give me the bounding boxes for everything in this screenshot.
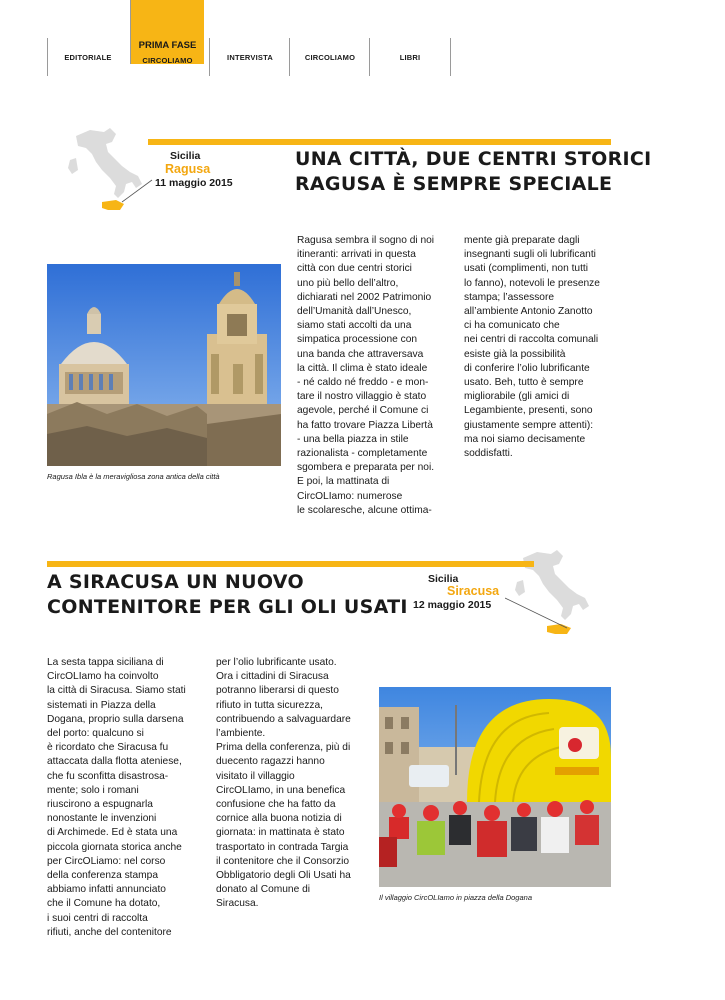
headline-line: CONTENITORE PER GLI OLI USATI — [47, 596, 408, 618]
headline-line: RAGUSA È SEMPRE SPECIALE — [295, 173, 613, 195]
photo-caption: Ragusa Ibla è la meravigliosa zona antica della città — [47, 472, 220, 481]
date-label: 12 maggio 2015 — [413, 599, 492, 611]
article-headline — [47, 570, 408, 620]
headline-line: UNA CITTÀ, DUE CENTRI STORICI — [295, 148, 652, 170]
city-label: Siracusa — [447, 584, 500, 598]
region-label: Sicilia — [428, 573, 459, 585]
nav-item-intervista[interactable] — [209, 38, 290, 76]
article-text-column: mente già preparate dagli insegnanti sugli oli lubrificanti usati (complimenti, non tutti lo fanno), notevoli le presenze stampa; l’assessore all’ambiente Antonio Zanotto ci ha comunicato che nei centri di raccolta comunali esiste già la possibilità di conferire l’olio lubrificante usato. Beh, tutto è sempre migliorabile (gli amici di Legambiente, presenti, sono giustamente sempre attenti): ma noi siamo decisamente soddisfatti. — [464, 235, 600, 460]
nav-item-libri[interactable] — [369, 38, 451, 76]
photo-caption: Il villaggio CircOLIamo in piazza della Dogana — [379, 893, 532, 902]
region-label: Sicilia — [170, 150, 201, 162]
article-text-column: per l’olio lubrificante usato. Ora i cittadini di Siracusa potranno liberarsi di questo rifiuto in tutta sicurezza, contribuendo a salvaguardare l’ambiente. Prima della conferenza, più di duecento ragazzi hanno visitato il villaggio CircOLIamo, in una benefica confusione che ha fatto da cornice alla buona notizia di giornata: in mattinata è stato trasportato in contrada Targia il contenitore che il Consorzio Obbligatorio degli Oli Usati ha donato al Comune di Siracusa. — [216, 657, 351, 910]
nav-phase-label: PRIMA FASE — [138, 40, 197, 51]
article-text-column: La sesta tappa siciliana di CircOLIamo ha coinvolto la città di Siracusa. Siamo stati sistemati in Piazza della Dogana, proprio sulla darsena del porto: qualcuno si è ricordato che Siracusa fu attaccata dalla flotta ateniese, che fu sconfitta disastrosa- mente; solo i romani riuscirono a espugnarla nonostante le invenzioni di Archimede. Ed è stata una piccola giornata storica anche per CircOLiamo: nel corso della conferenza stampa abbiamo infatti annunciato che il Comune ha dotato, i suoi centri di raccolta rifiuti, anche del contenitore — [47, 657, 186, 938]
headline-line: A SIRACUSA UN NUOVO — [47, 571, 304, 593]
date-label: 11 maggio 2015 — [155, 177, 233, 189]
nav-item-circoliamo[interactable] — [289, 38, 370, 76]
italy-map-icon — [505, 540, 605, 640]
nav-label: INTERVISTA — [227, 53, 273, 62]
city-label: Ragusa — [165, 162, 211, 176]
italy-map-icon — [58, 118, 158, 218]
article-text-column: Ragusa sembra il sogno di noi itineranti: arrivati in questa città con due centri storici uno più bello dell’altro, dichiarati nel 2002 Patrimonio dell’Umanità dall’Unesco, siamo stati accolti da una simpatica processione con una banda che attraversava la città. Il clima è stato ideale - né caldo né freddo - e mon- tare il nostro villaggio è stato agevole, perché il Comune ci ha fatto trovare Piazza Libertà - una bella piazza in stile razionalista - completamente sgombera e preparata per noi. E poi, la mattinata di CircOLIamo: numerose le scolaresche, alcune ottima- — [297, 235, 435, 516]
nav-label: CIRCOLIAMO — [304, 53, 356, 62]
nav-item-editoriale[interactable] — [47, 38, 128, 76]
section-rule — [47, 561, 534, 567]
nav-label: EDITORIALE — [64, 53, 112, 62]
section-rule — [148, 139, 611, 145]
ragusa-photo — [47, 264, 281, 466]
siracusa-photo — [379, 687, 611, 887]
nav-label: LIBRI — [399, 53, 421, 62]
article-headline — [295, 147, 652, 197]
nav-item-circoliamo-active[interactable] — [130, 0, 204, 64]
nav-label: CIRCOLIAMO — [142, 56, 193, 65]
